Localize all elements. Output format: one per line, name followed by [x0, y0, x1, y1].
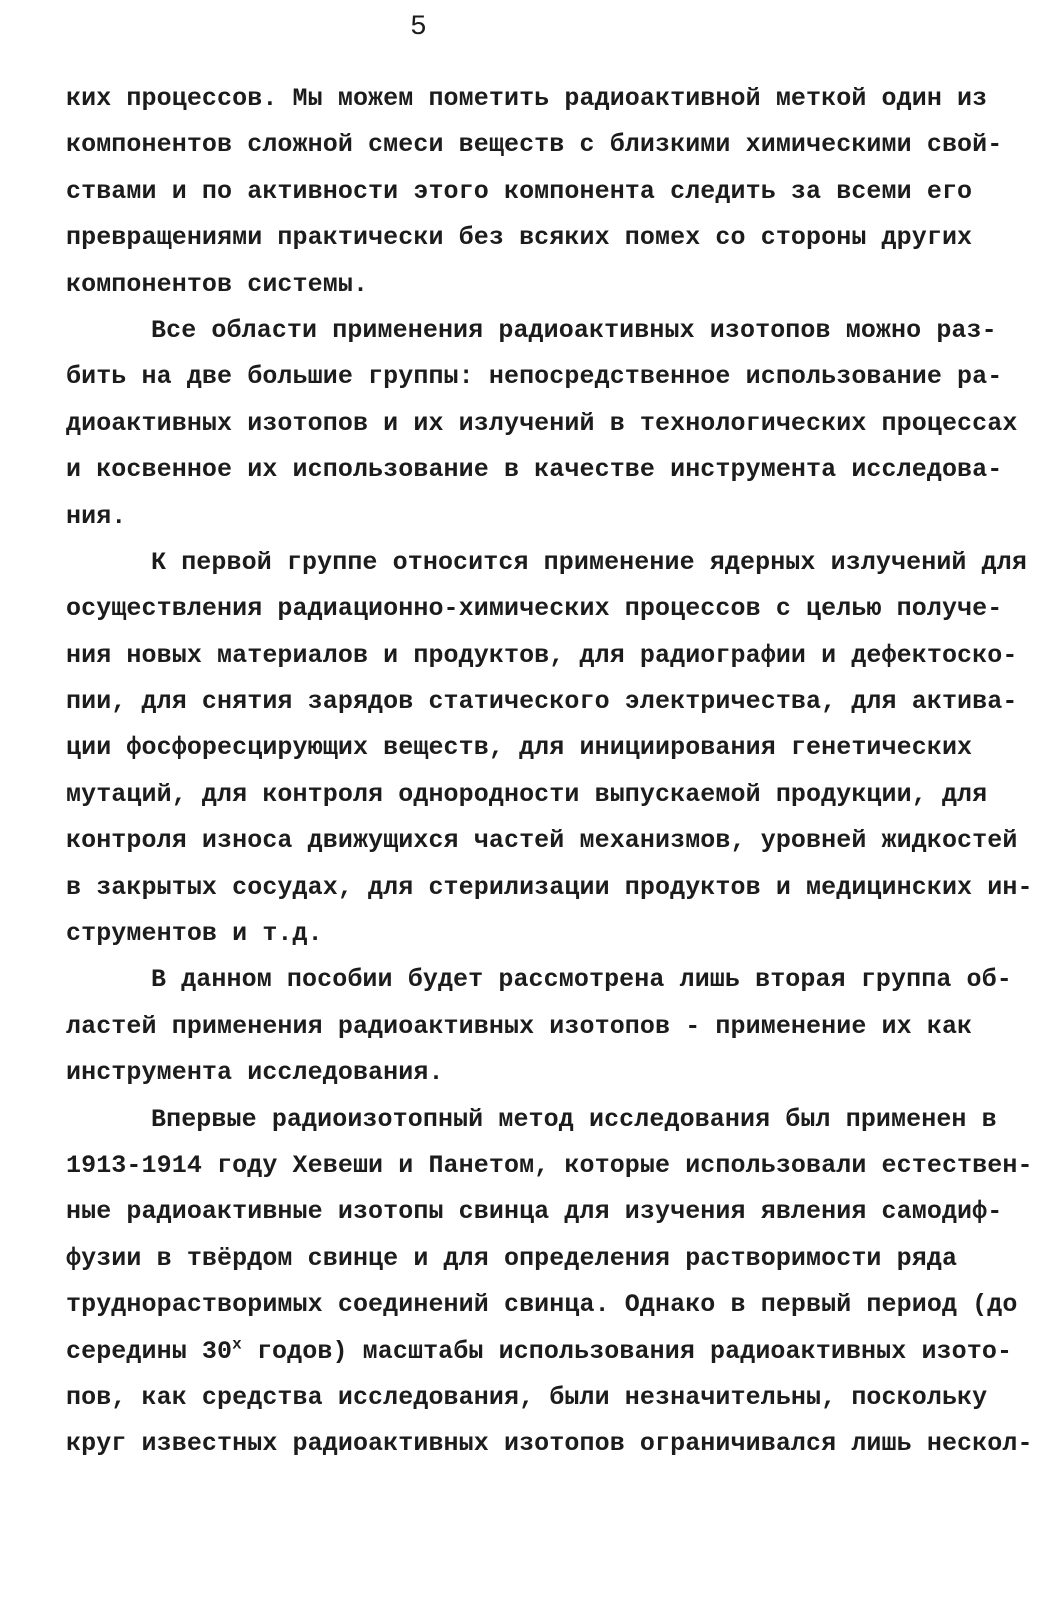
- text-line: компонентов системы.: [66, 269, 369, 299]
- text-line: контроля износа движущихся частей механизмов, уровней жидкостей: [66, 826, 1018, 856]
- text-line: бить на две большие группы: непосредственное использование ра-: [66, 362, 1003, 392]
- text-line: ния новых материалов и продуктов, для радиографии и дефектоско-: [66, 640, 1018, 670]
- text-line: круг известных радиоактивных изотопов ограничивался лишь нескол-: [66, 1429, 1033, 1459]
- text-line: В данном пособии будет рассмотрена лишь вторая группа об-: [151, 965, 1012, 995]
- text-line: превращениями практически без всяких помех со стороны других: [66, 223, 973, 253]
- text-line: К первой группе относится применение ядерных излучений для: [151, 547, 1027, 577]
- text-line: ких процессов. Мы можем пометить радиоактивной меткой один из: [66, 84, 988, 113]
- text-line: компонентов сложной смеси веществ с близкими химическими свой-: [66, 130, 1003, 160]
- text-line: осуществления радиационно-химических процессов с целью получе-: [66, 594, 1003, 624]
- text-line: мутаций, для контроля однородности выпускаемой продукции, для: [66, 779, 988, 809]
- text-line: ции фосфоресцирующих веществ, для инициирования генетических: [66, 733, 973, 763]
- text-line: [66, 1329, 1013, 1375]
- text-line: ные радиоактивные изотопы свинца для изучения явления самодиф-: [66, 1197, 1003, 1227]
- text-line: диоактивных изотопов и их излучений в технологических процессах: [66, 408, 1018, 438]
- text-line: Впервые радиоизотопный метод исследования был применен в: [151, 1104, 997, 1134]
- text-line: ния.: [66, 501, 127, 531]
- text-line: труднорастворимых соединений свинца. Однако в первый период (до: [66, 1290, 1018, 1320]
- text-line: ствами и по активности этого компонента следить за всеми его: [66, 176, 973, 206]
- page-number: 5: [410, 12, 427, 43]
- text-line: струментов и т.д.: [66, 919, 323, 949]
- text-line: в закрытых сосудах, для стерилизации продуктов и медицинских ин-: [66, 872, 1033, 902]
- text-line: Все области применения радиоактивных изотопов можно раз-: [151, 315, 997, 345]
- body-text: [66, 76, 1033, 1468]
- text-line: фузии в твёрдом свинце и для определения растворимости ряда: [66, 1243, 958, 1273]
- text-segment: середины 30: [66, 1336, 233, 1366]
- text-line: инструмента исследования.: [66, 1058, 444, 1088]
- text-line: пов, как средства исследования, были незначительны, поскольку: [66, 1382, 988, 1412]
- text-line: пии, для снятия зарядов статического электричества, для актива-: [66, 687, 1018, 717]
- text-segment: годов) масштабы использования радиоактивных изото-: [241, 1336, 1013, 1366]
- text-line: и косвенное их использование в качестве инструмента исследова-: [66, 455, 1003, 485]
- text-line: ластей применения радиоактивных изотопов - применение их как: [66, 1011, 973, 1041]
- superscript: х: [232, 1335, 242, 1354]
- text-line: 1913-1914 году Хевеши и Панетом, которые использовали естествен-: [66, 1150, 1033, 1180]
